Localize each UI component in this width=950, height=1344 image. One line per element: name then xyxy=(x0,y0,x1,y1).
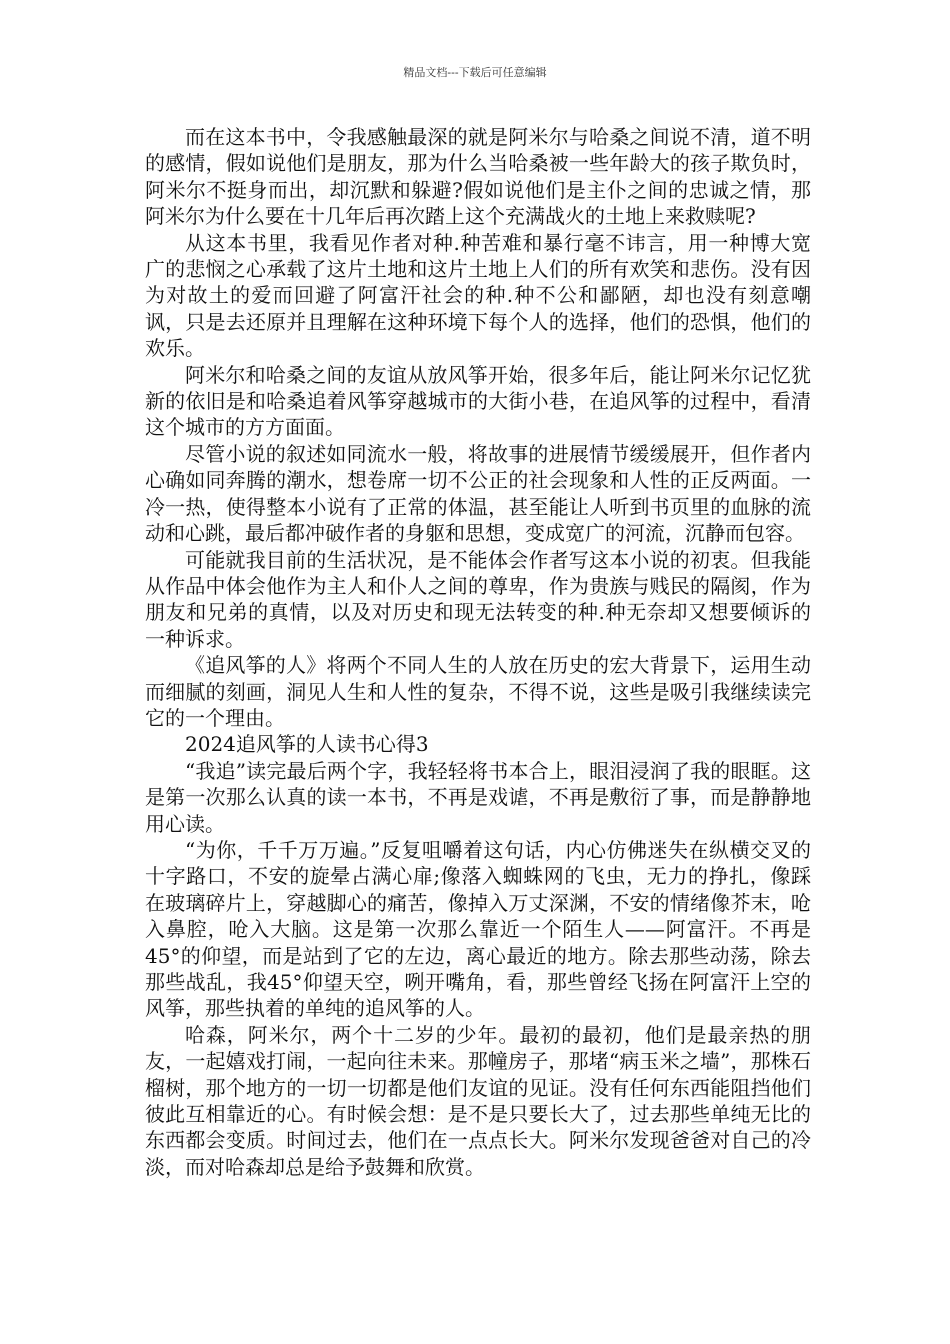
paragraph-8: “为你，千千万万遍。”反复咀嚼着这句话，内心仿佛迷失在纵横交叉的十字路口，不安的旋晕占满心扉;像落入蜘蛛网的飞虫，无力的挣扎，像踩在玻璃碎片上，穿越脚心的痛苦，像掉入万丈深渊，不安的情绪像芥末，呛入鼻腔，呛入大脑。这是第一次那么靠近一个陌生人——阿富汗。不再是45°的仰望，而是站到了它的左边，离心最近的地方。除去那些动荡，除去那些战乱，我45°仰望天空，咧开嘴角，看，那些曾经飞扬在阿富汗上空的风筝，那些执着的单纯的追风筝的人。 xyxy=(145,837,811,1021)
paragraph-4: 尽管小说的叙述如同流水一般，将故事的进展情节缓缓展开，但作者内心确如同奔腾的潮水，想卷席一切不公正的社会现象和人性的正反两面。一冷一热，使得整本小说有了正常的体温，甚至能让人听到书页里的血脉的流动和心跳，最后都冲破作者的身躯和思想，变成宽广的河流，沉静而包容。 xyxy=(145,441,811,546)
paragraph-9: 哈森，阿米尔，两个十二岁的少年。最初的最初，他们是最亲热的朋友，一起嬉戏打闹，一起向往未来。那幢房子，那堵“病玉米之墙”，那株石榴树，那个地方的一切一切都是他们友谊的见证。没有任何东西能阻挡他们彼此互相靠近的心。有时候会想：是不是只要长大了，过去那些单纯无比的东西都会变质。时间过去，他们在一点点长大。阿米尔发现爸爸对自己的冷淡，而对哈森却总是给予鼓舞和欣赏。 xyxy=(145,1022,811,1179)
section-heading: 2024追风筝的人读书心得3 xyxy=(185,732,429,757)
page-header: 精品文档---下载后可任意编辑 xyxy=(403,66,547,79)
paragraph-6: 《追风筝的人》将两个不同人生的人放在历史的宏大背景下，运用生动而细腻的刻画，洞见人生和人性的复杂，不得不说，这些是吸引我继续读完它的一个理由。 xyxy=(145,653,811,730)
paragraph-7: “我追”读完最后两个字，我轻轻将书本合上，眼泪浸润了我的眼眶。这是第一次那么认真的读一本书，不再是戏谑，不再是敷衍了事，而是静静地用心读。 xyxy=(145,758,811,836)
document-body xyxy=(145,124,811,1180)
paragraph-2: 从这本书里，我看见作者对种.种苦难和暴行毫不讳言，用一种博大宽广的悲悯之心承载了这片土地和这片土地上人们的所有欢笑和悲伤。没有因为对故土的爱而回避了阿富汗社会的种.种不公和鄙陋，却也没有刻意嘲讽，只是去还原并且理解在这种环境下每个人的选择，他们的恐惧，他们的欢乐。 xyxy=(145,230,811,361)
paragraph-5: 可能就我目前的生活状况，是不能体会作者写这本小说的初衷。但我能从作品中体会他作为主人和仆人之间的尊卑，作为贵族与贱民的隔阂，作为朋友和兄弟的真情，以及对历史和现无法转变的种.种无奈却又想要倾诉的一种诉求。 xyxy=(145,547,811,651)
paragraph-1: 而在这本书中，令我感触最深的就是阿米尔与哈桑之间说不清，道不明的感情，假如说他们是朋友，那为什么当哈桑被一些年龄大的孩子欺负时，阿米尔不挺身而出，却沉默和躲避?假如说他们是主仆之间的忠诚之情，那阿米尔为什么要在十几年后再次踏上这个充满战火的土地上来救赎呢? xyxy=(145,125,811,229)
paragraph-3: 阿米尔和哈桑之间的友谊从放风筝开始，很多年后，能让阿米尔记忆犹新的依旧是和哈桑追着风筝穿越城市的大街小巷，在追风筝的过程中，看清这个城市的方方面面。 xyxy=(145,362,811,440)
